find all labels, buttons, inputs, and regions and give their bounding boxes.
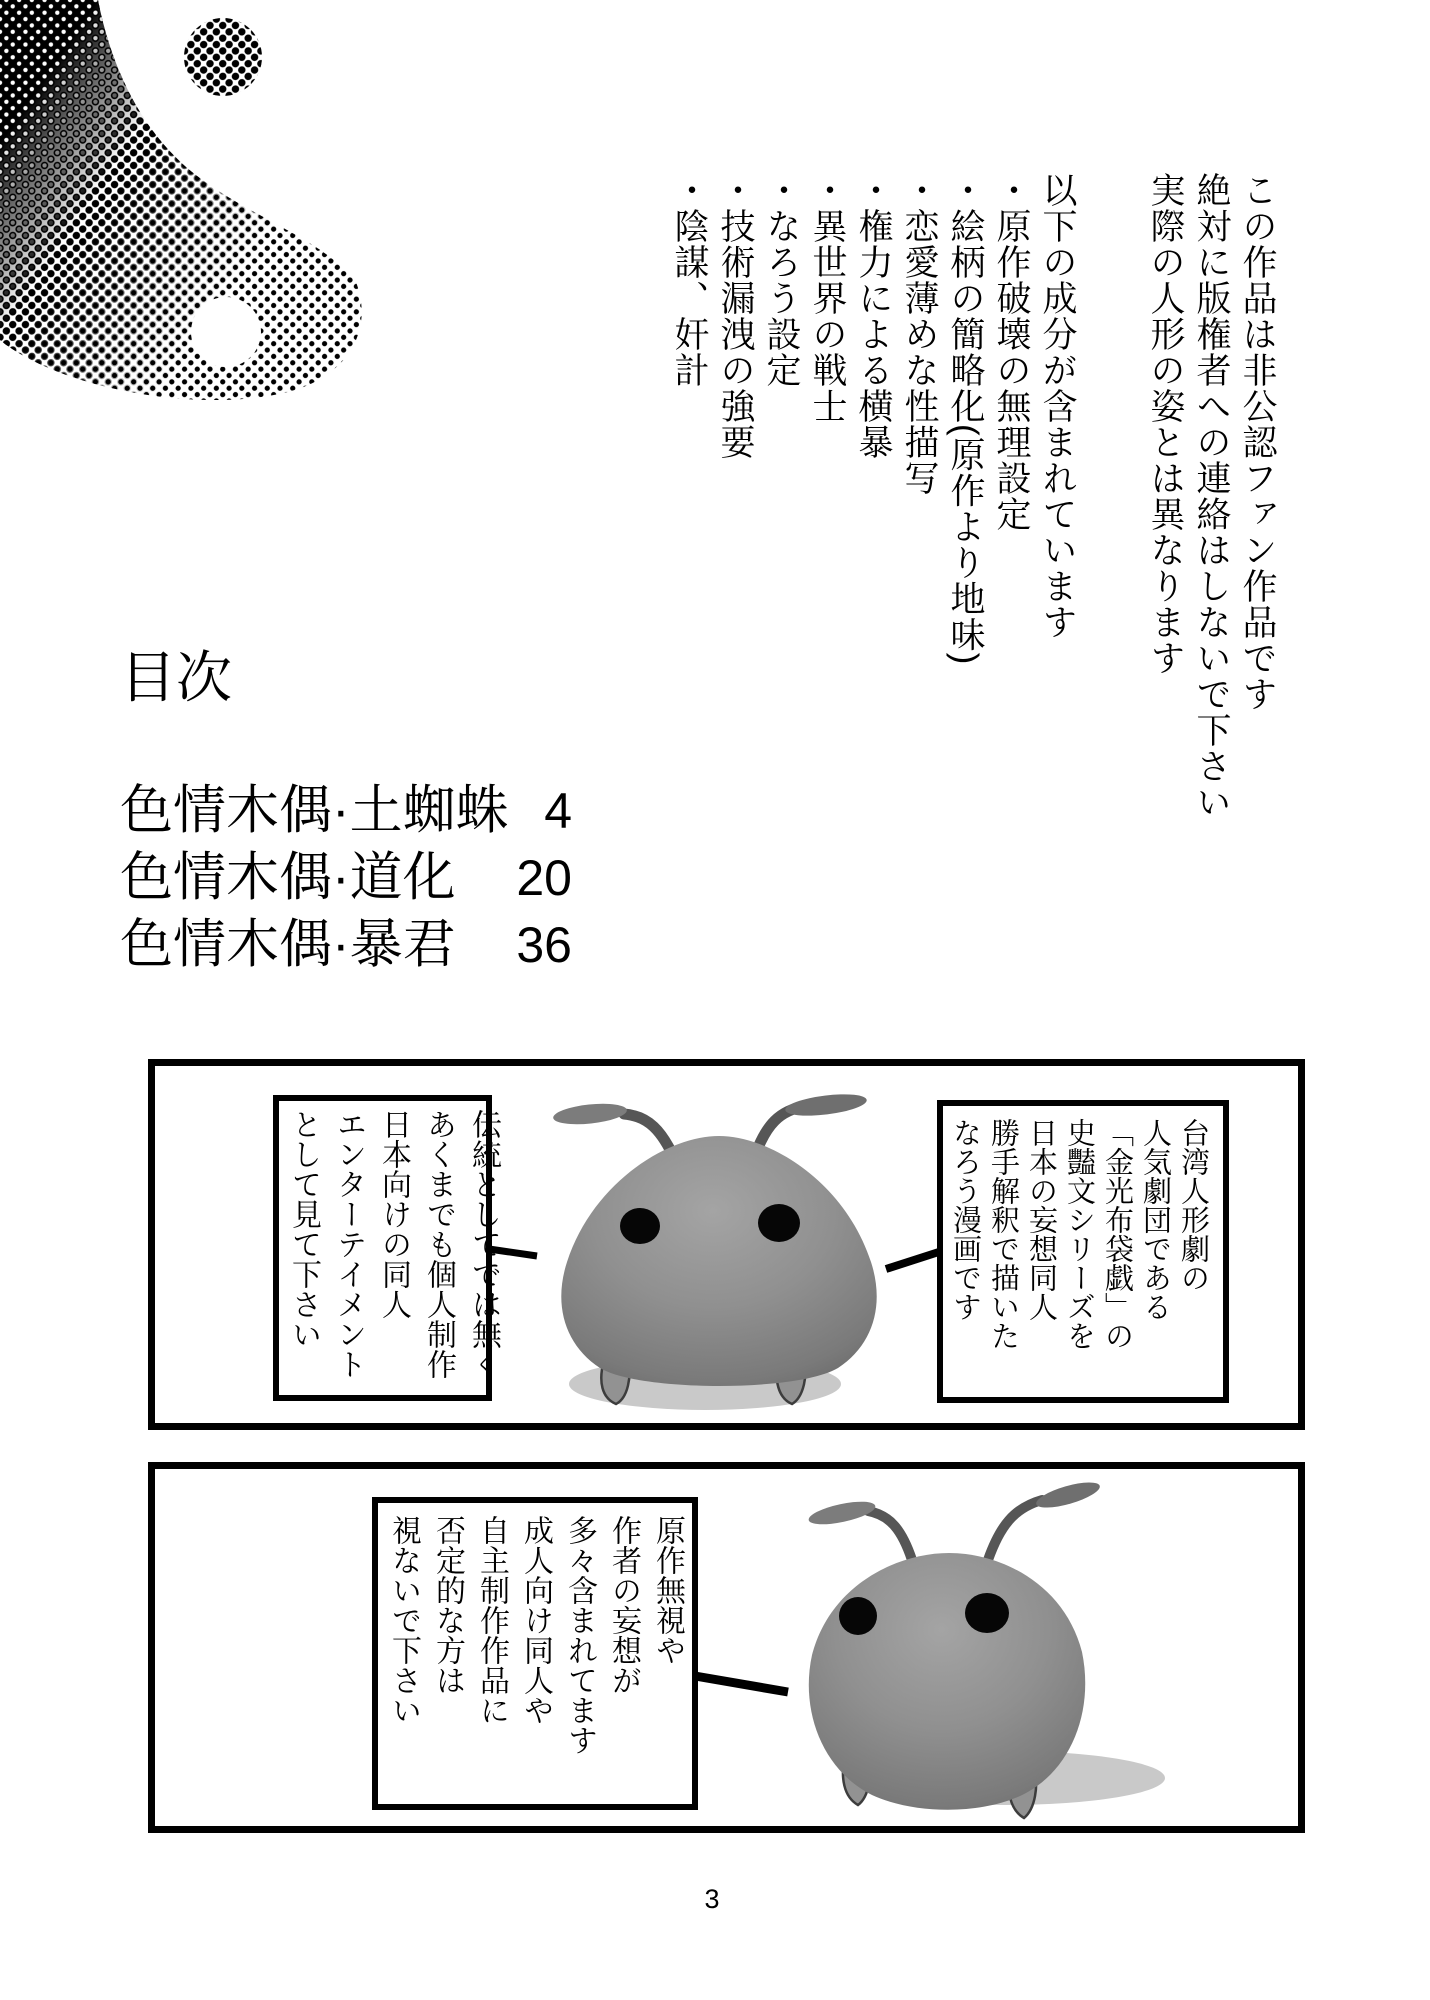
speech-line: 日本向けの同人 (377, 1109, 410, 1319)
yin-yang-light-eye (191, 297, 261, 367)
disclaimer-line: ・原作破壊の無理設定 (992, 172, 1031, 532)
speech-line: エンターテイメント (332, 1109, 365, 1379)
disclaimer-line: ・権力による横暴 (854, 172, 893, 460)
disclaimer-line: ・なろう設定 (762, 172, 801, 388)
comic-panel-2 (148, 1462, 1305, 1833)
toc-entry-title: 色情木偶·道化 (120, 848, 456, 907)
yin-yang-icon (0, 0, 362, 400)
disclaimer-line: ・技術漏洩の強要 (716, 172, 755, 460)
speech-line: 成人向け同人や (519, 1515, 552, 1725)
disclaimer-line: ・異世界の戦士 (808, 172, 847, 424)
table-of-contents (120, 648, 572, 981)
disclaimer-line: 絶対に版権者への連絡はしないで下さい (1192, 172, 1231, 820)
toc-entry-title: 色情木偶·土蜘蛛 (120, 781, 509, 840)
disclaimer-line: ・絵柄の簡略化(原作より地味) (946, 172, 985, 666)
disclaimer-text (666, 172, 1280, 832)
speech-line: 自主制作作品に (475, 1515, 508, 1725)
toc-entry-page: 20 (516, 850, 572, 906)
speech-line: 原作無視や (651, 1515, 684, 1665)
speech-line: 日本の妄想同人 (1025, 1118, 1057, 1321)
speech-bubble (937, 1100, 1229, 1403)
toc-entry-page: 4 (544, 783, 572, 839)
toc-entry (120, 780, 572, 847)
speech-bubble (372, 1497, 698, 1810)
speech-line: 勝手解釈で描いた (987, 1118, 1019, 1350)
toc-entry-page: 36 (516, 917, 572, 973)
speech-line: 伝統としてでは無く (467, 1109, 500, 1379)
speech-line: 「金光布袋戯」の (1101, 1118, 1133, 1350)
disclaimer-line: ・陰謀、奸計 (670, 172, 709, 388)
disclaimer-line: 以下の成分が含まれています (1038, 172, 1077, 640)
speech-line: 否定的な方は (431, 1515, 464, 1695)
page-number: 3 (704, 1884, 720, 1914)
speech-line: 人気劇団である (1139, 1118, 1171, 1321)
speech-line: 視ないで下さい (387, 1515, 420, 1725)
speech-line: 多々含まれてます (563, 1515, 596, 1755)
toc-entry (120, 914, 572, 981)
disclaimer-line: 実際の人形の姿とは異なります (1146, 172, 1185, 676)
speech-line: 史豔文シリーズを (1063, 1118, 1095, 1350)
speech-line: 作者の妄想が (607, 1515, 640, 1695)
speech-line: あくまでも個人制作 (422, 1109, 455, 1379)
toc-entry (120, 847, 572, 914)
toc-heading: 目次 (120, 646, 232, 709)
speech-line: なろう漫画です (949, 1118, 981, 1321)
speech-line: として見て下さい (287, 1109, 320, 1349)
toc-entry-title: 色情木偶·暴君 (120, 915, 456, 974)
speech-line: 台湾人形劇の (1177, 1118, 1209, 1292)
yin-yang-dark-eye (184, 18, 262, 96)
disclaimer-line: この作品は非公認ファン作品です (1238, 172, 1277, 712)
speech-bubble (273, 1095, 500, 1401)
disclaimer-line: ・恋愛薄めな性描写 (900, 172, 939, 496)
